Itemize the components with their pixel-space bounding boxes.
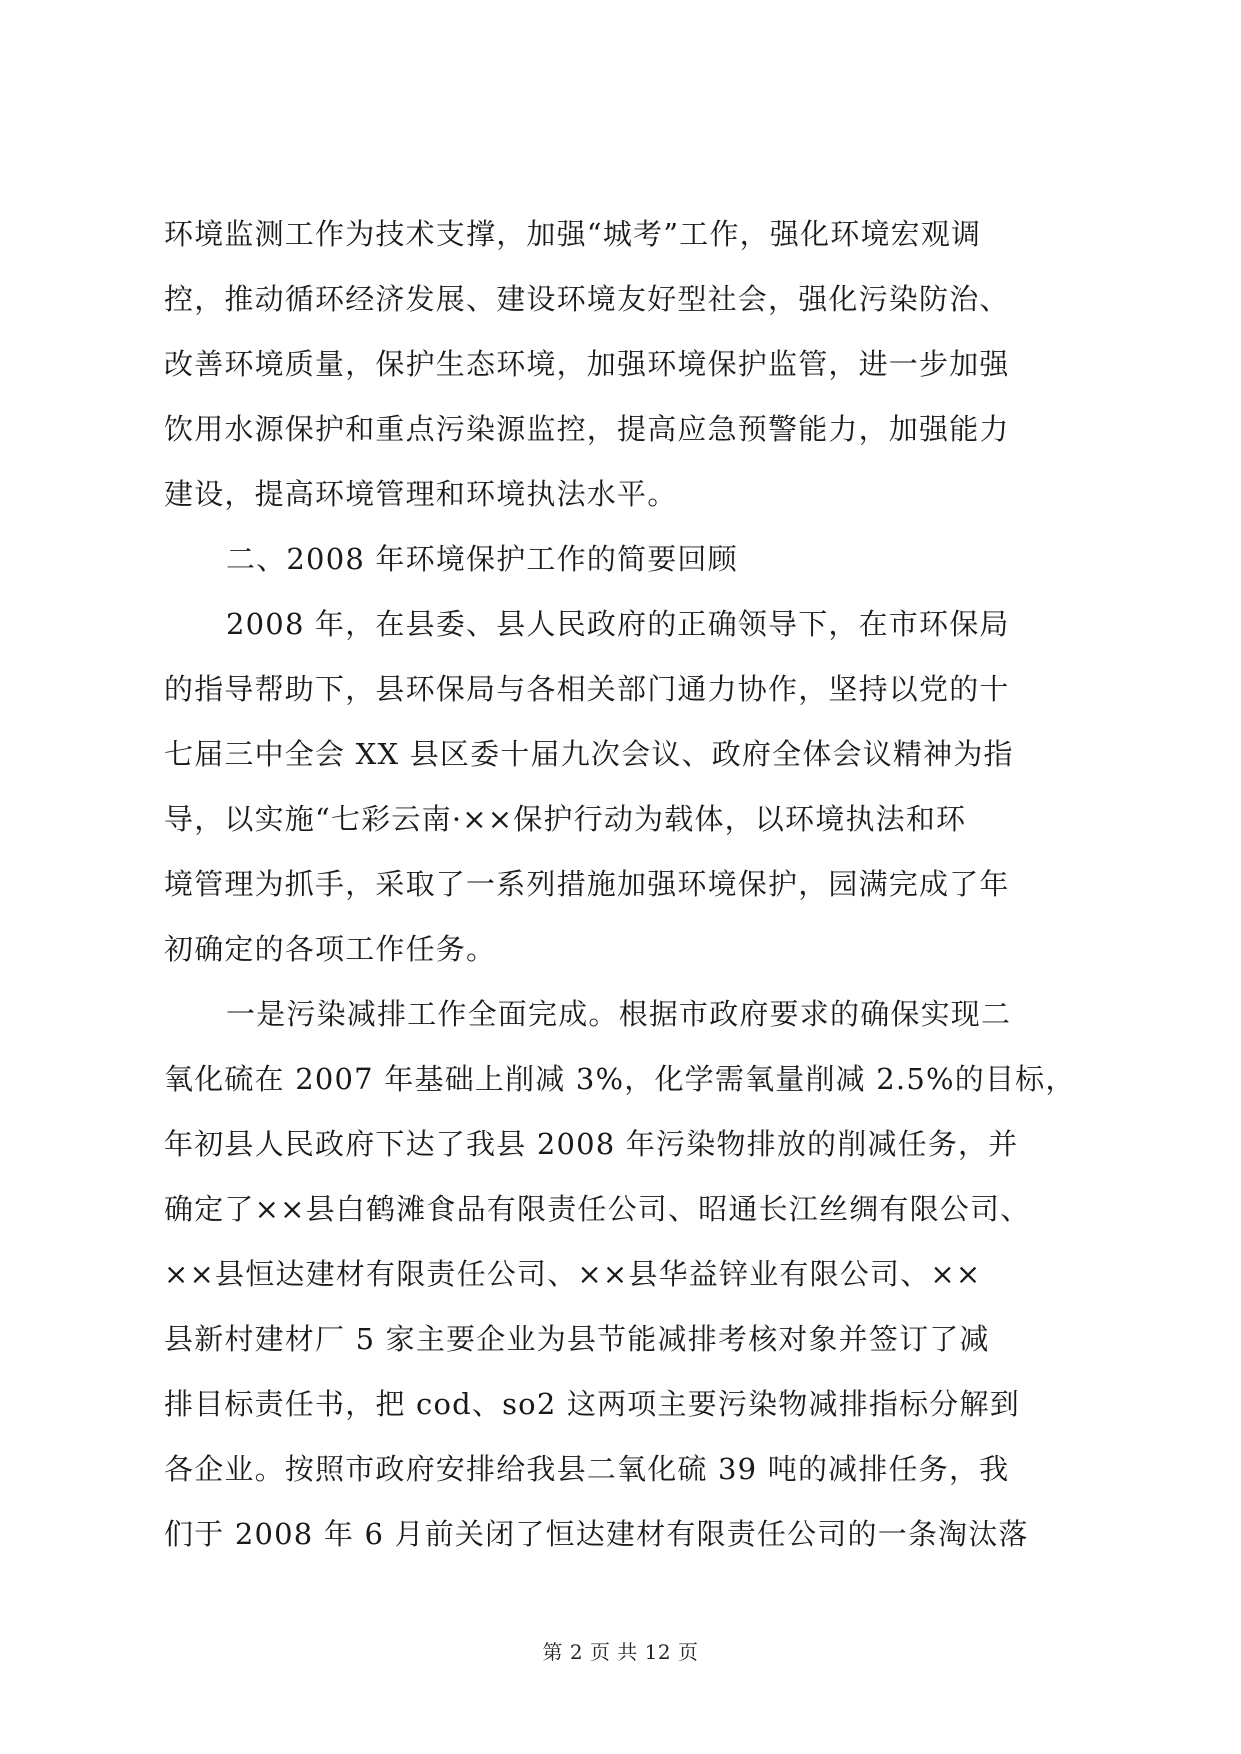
page-number-footer: 第 2 页 共 12 页 — [542, 1640, 699, 1664]
text-line: 各企业。按照市政府安排给我县二氧化硫 39 吨的减排任务，我 — [164, 1452, 1010, 1486]
paragraph-start: 2008 年，在县委、县人民政府的正确领导下，在市环保局 — [226, 607, 1010, 641]
text-line: 控，推动循环经济发展、建设环境友好型社会，强化污染防治、 — [164, 282, 1010, 316]
text-line: 初确定的各项工作任务。 — [164, 932, 497, 966]
text-line: 确定了××县白鹤滩食品有限责任公司、昭通长江丝绸有限公司、 — [164, 1192, 1031, 1226]
text-line: 境管理为抓手，采取了一系列措施加强环境保护，园满完成了年 — [164, 867, 1010, 901]
text-line: 排目标责任书，把 cod、so2 这两项主要污染物减排指标分解到 — [164, 1387, 1020, 1421]
text-line: 们于 2008 年 6 月前关闭了恒达建材有限责任公司的一条淘汰落 — [164, 1517, 1029, 1551]
text-line: ××县恒达建材有限责任公司、××县华益锌业有限公司、×× — [164, 1257, 982, 1291]
text-line: 的指导帮助下，县环保局与各相关部门通力协作，坚持以党的十 — [164, 672, 1010, 706]
document-body — [164, 202, 1084, 1567]
text-line: 氧化硫在 2007 年基础上削减 3%，化学需氧量削减 2.5%的目标， — [164, 1062, 1076, 1096]
paragraph-start: 一是污染减排工作全面完成。根据市政府要求的确保实现二 — [226, 997, 1012, 1031]
text-line: 导，以实施“七彩云南·××保护行动为载体，以环境执法和环 — [164, 802, 967, 836]
text-line: 七届三中全会 XX 县区委十届九次会议、政府全体会议精神为指 — [164, 737, 1014, 771]
text-line: 饮用水源保护和重点污染源监控，提高应急预警能力，加强能力 — [164, 412, 1010, 446]
text-line: 年初县人民政府下达了我县 2008 年污染物排放的削减任务，并 — [164, 1127, 1019, 1161]
text-line: 建设，提高环境管理和环境执法水平。 — [164, 477, 678, 511]
text-line: 环境监测工作为技术支撑，加强“城考”工作，强化环境宏观调 — [164, 217, 982, 251]
text-line: 改善环境质量，保护生态环境，加强环境保护监管，进一步加强 — [164, 347, 1010, 381]
section-heading: 二、2008 年环境保护工作的简要回顾 — [226, 542, 738, 576]
text-line: 县新村建材厂 5 家主要企业为县节能减排考核对象并签订了减 — [164, 1322, 990, 1356]
